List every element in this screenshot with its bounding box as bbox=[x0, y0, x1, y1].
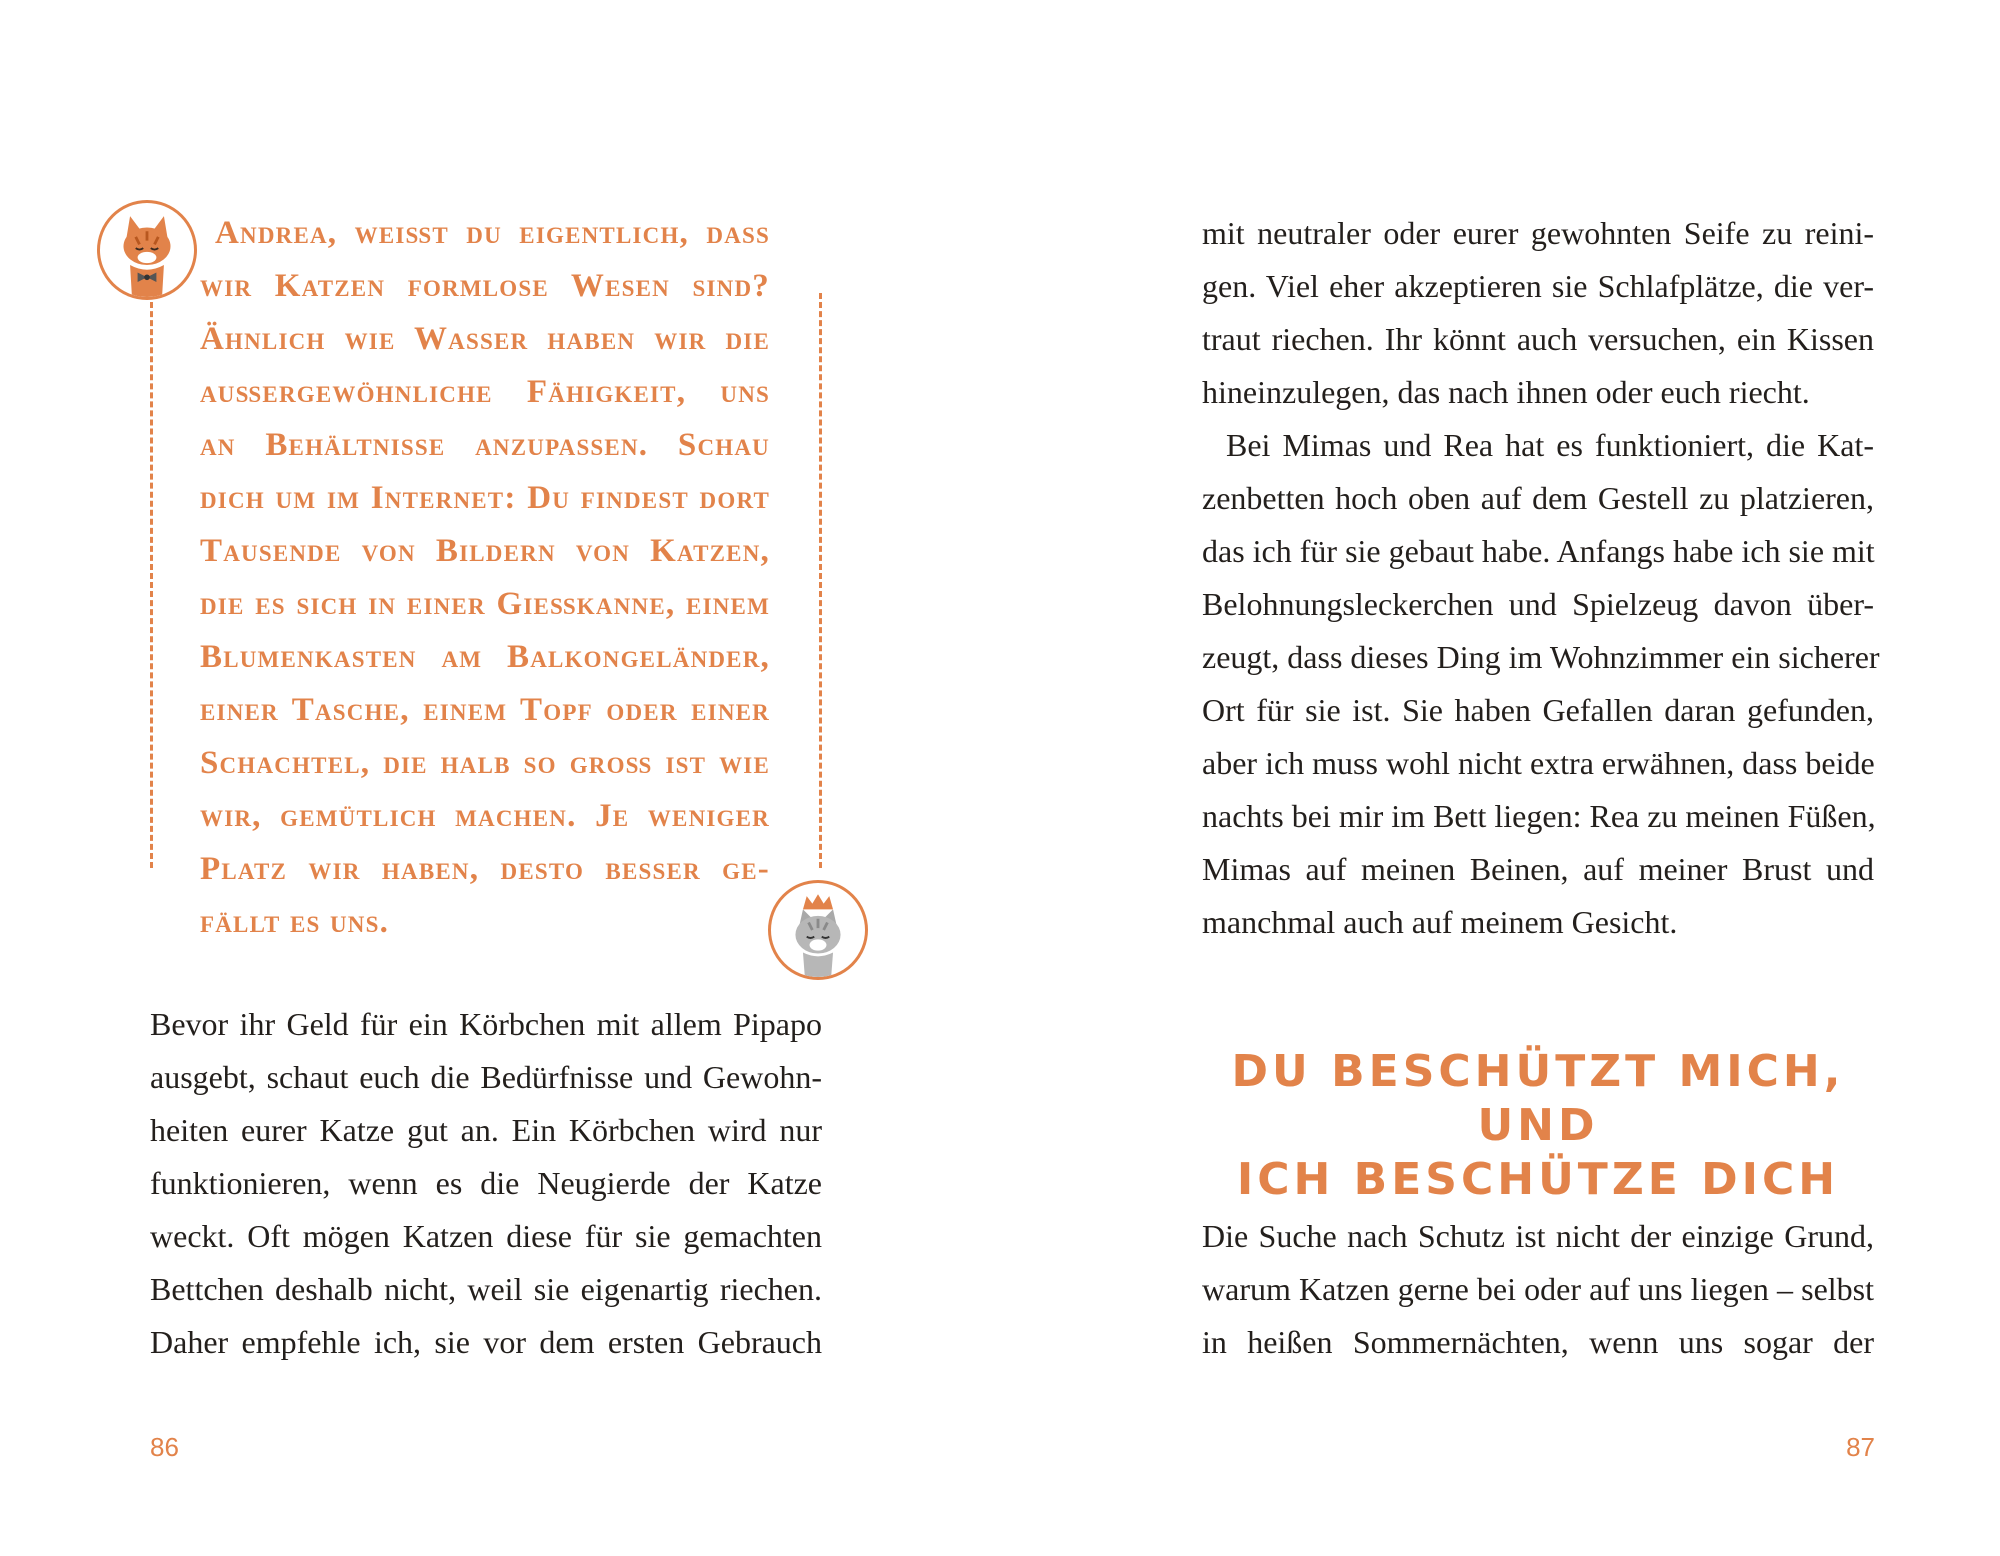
text-line: zenbetten hoch oben auf dem Gestell zu platzieren, bbox=[1202, 480, 1874, 516]
quote-line: fällt es uns. bbox=[200, 904, 390, 940]
text-line: Bettchen deshalb nicht, weil sie eigenartig riechen. bbox=[150, 1271, 822, 1307]
quote-line: die es sich in einer Gießkanne, einem bbox=[200, 586, 770, 622]
text-line: in heißen Sommernächten, wenn uns sogar der bbox=[1202, 1324, 1874, 1360]
text-line: zeugt, dass dieses Ding im Wohnzimmer ein sicherer bbox=[1202, 639, 1880, 675]
text-line: manchmal auch auf meinem Gesicht. bbox=[1202, 904, 1678, 940]
text-line: gen. Viel eher akzeptieren sie Schlafplätze, die ver- bbox=[1202, 268, 1874, 304]
right-body-paragraph-bottom bbox=[1202, 1210, 1874, 1369]
text-line: Die Suche nach Schutz ist nicht der einzige Grund, bbox=[1202, 1218, 1874, 1254]
cat-quote bbox=[200, 207, 770, 949]
quote-line: Tausende von Bildern von Katzen, bbox=[200, 533, 770, 569]
heading-line: ICH BESCHÜTZE DICH bbox=[1236, 1154, 1840, 1205]
text-line: mit neutraler oder eurer gewohnten Seife zu reini- bbox=[1202, 215, 1874, 251]
left-body-paragraph bbox=[150, 998, 822, 1369]
heading-line: DU BESCHÜTZT MICH, UND bbox=[1231, 1046, 1845, 1151]
quote-line: Blumenkasten am Balkongeländer, bbox=[200, 639, 770, 675]
text-line: funktionieren, wenn es die Neugierde der Katze bbox=[150, 1165, 822, 1201]
gray-cat-crown-icon bbox=[768, 880, 868, 980]
text-line: Daher empfehle ich, sie vor dem ersten Gebrauch bbox=[150, 1324, 822, 1360]
quote-line: Schachtel, die halb so groß ist wie bbox=[200, 745, 770, 781]
quote-line: einer Tasche, einem Topf oder einer bbox=[200, 692, 770, 728]
text-line: aber ich muss wohl nicht extra erwähnen, dass beide bbox=[1202, 745, 1875, 781]
text-line: warum Katzen gerne bei oder auf uns liegen – selbst bbox=[1202, 1271, 1874, 1307]
quote-line: außergewöhnliche Fähigkeit, uns bbox=[200, 374, 770, 410]
text-line: ausgebt, schaut euch die Bedürfnisse und Gewohn- bbox=[150, 1059, 822, 1095]
page-number: 86 bbox=[150, 1432, 179, 1462]
text-line: nachts bei mir im Bett liegen: Rea zu meinen Füßen, bbox=[1202, 798, 1876, 834]
quote-line: Platz wir haben, desto besser ge- bbox=[200, 851, 770, 887]
text-line: heiten eurer Katze gut an. Ein Körbchen wird nur bbox=[150, 1112, 822, 1148]
text-line: Ort für sie ist. Sie haben Gefallen daran gefunden, bbox=[1202, 692, 1874, 728]
quote-line: an Behältnisse anzupassen. Schau bbox=[200, 427, 770, 463]
text-line: weckt. Oft mögen Katzen diese für sie gemachten bbox=[150, 1218, 822, 1254]
right-body-paragraph-top bbox=[1202, 207, 1880, 949]
text-line: Bevor ihr Geld für ein Körbchen mit allem Pipapo bbox=[150, 1006, 822, 1042]
quote-line: dich um im Internet: Du findest dort bbox=[200, 480, 770, 516]
page-number: 87 bbox=[1846, 1432, 1875, 1462]
quote-line: Andrea, weißt du eigentlich, dass bbox=[215, 215, 770, 251]
text-line: Bei Mimas und Rea hat es funktioniert, die Kat- bbox=[1226, 427, 1874, 463]
section-heading bbox=[1202, 1045, 1874, 1207]
text-line: traut riechen. Ihr könnt auch versuchen, ein Kissen bbox=[1202, 321, 1874, 357]
text-line: das ich für sie gebaut habe. Anfangs habe ich sie mit bbox=[1202, 533, 1875, 569]
quote-line: wir, gemütlich machen. Je weniger bbox=[200, 798, 770, 834]
text-line: Belohnungsleckerchen und Spielzeug davon über- bbox=[1202, 586, 1874, 622]
right-page bbox=[1000, 0, 2000, 1556]
quote-line: wir Katzen formlose Wesen sind? bbox=[200, 268, 770, 304]
text-line: hineinzulegen, das nach ihnen oder euch riecht. bbox=[1202, 374, 1810, 410]
text-line: Mimas auf meinen Beinen, auf meiner Brust und bbox=[1202, 851, 1874, 887]
quote-line: Ähnlich wie Wasser haben wir die bbox=[200, 321, 770, 357]
orange-cat-bowtie-icon bbox=[97, 200, 197, 300]
